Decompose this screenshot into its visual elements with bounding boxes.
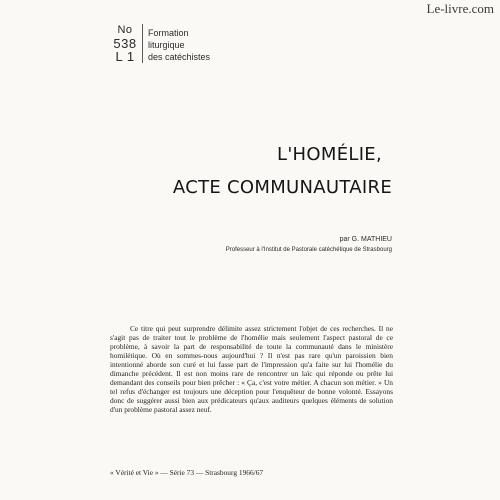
collection-line-2: liturgique [148, 40, 185, 50]
byline [200, 235, 392, 255]
series-level: L 1 [115, 49, 135, 64]
series-number: 538 [113, 36, 137, 51]
article-title-line-2: ACTE COMMUNAUTAIRE [172, 177, 392, 198]
article-title-line-1: L'HOMÉLIE, [276, 144, 382, 165]
series-number-block [112, 24, 143, 63]
author-affiliation: Professeur à l'Institut de Pastorale catéchétique de Strasbourg [225, 247, 392, 253]
series-number-label: No [117, 24, 133, 36]
watermark-text: Le-livre.com [426, 1, 494, 16]
author-name: par G. MATHIEU [339, 236, 392, 243]
body-paragraph: Ce titre qui peut surprendre délimite assez strictement l'objet de ces recherches. Il ne s'agit pas de traiter tout le problème de l'homélie mais seulement l'aspect pastoral de ce problème, à savoir la part de responsabilité de toute la communauté dans le ministère homilétique. Où en sommes-nous aujourd'hui ? Il n'est pas rare qu'un paroissien bien intentionné aborde son curé et lui fasse part de l'impression qu'a faite sur lui l'homélie du dimanche précédent. Il est non moins rare de rencontrer un laïc qui réponde ou prête lui demandant des conseils pour bien prêcher : « Ça, c'est votre métier. A chacun son métier. » Un tel refus d'échanger est toujours une déception pour l'enquêteur de bonne volonté. Essayons donc de suggérer aussi bien aux prédicateurs qu'aux auditeurs quelques éléments de solution d'un problème pastoral assez neuf. [110, 324, 393, 414]
article-title [172, 143, 392, 199]
collection-line-1: Formation [148, 28, 189, 38]
collection-name [148, 27, 210, 63]
footer-citation: « Vérité et Vie » — Série 73 — Strasbourg 1966/67 [110, 468, 264, 477]
collection-line-3: des catéchistes [148, 52, 211, 62]
